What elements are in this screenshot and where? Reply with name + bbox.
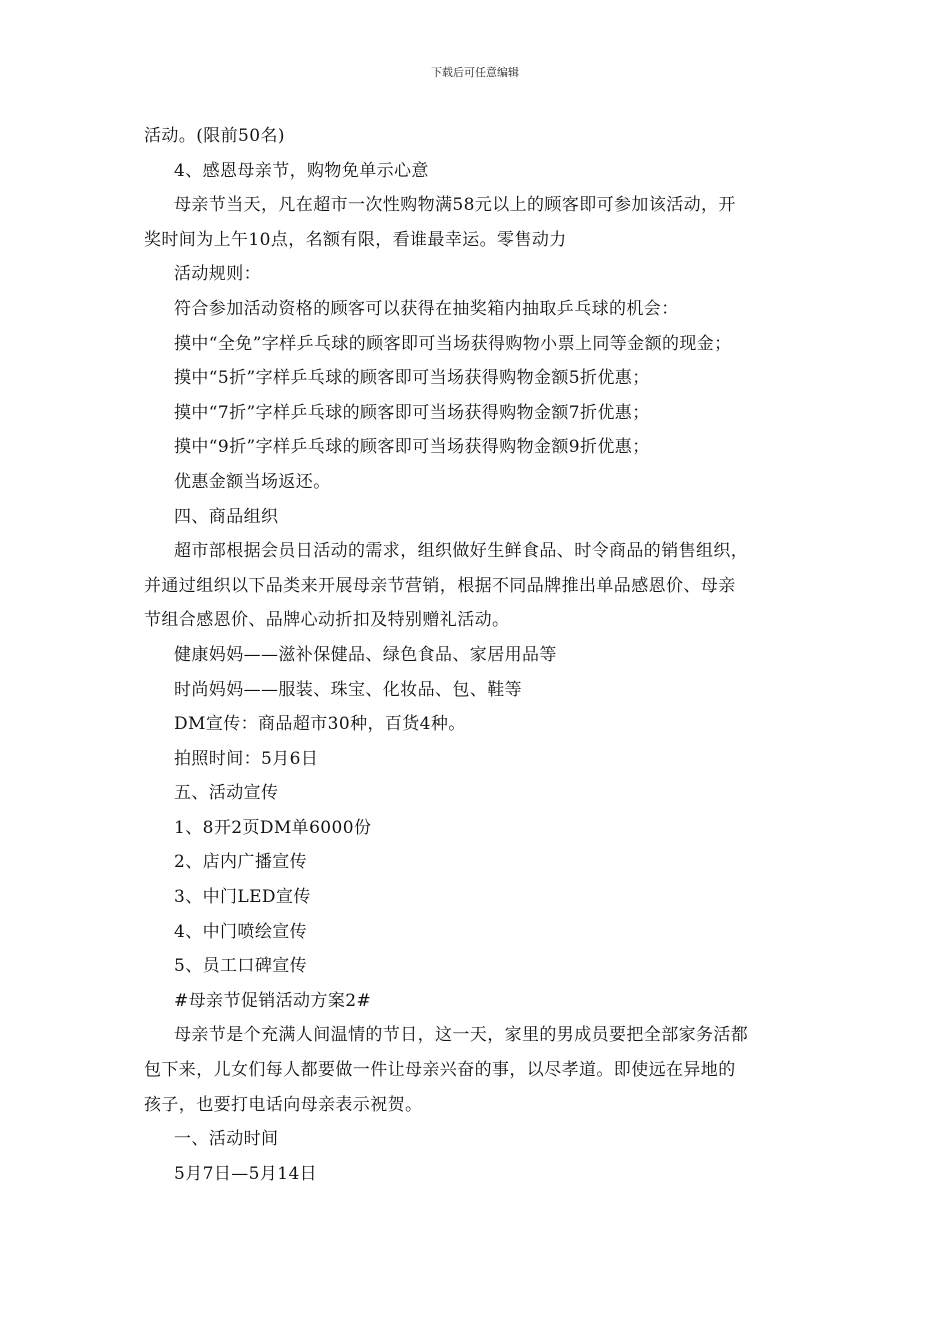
text-line: 符合参加活动资格的顾客可以获得在抽奖箱内抽取乒乓球的机会： bbox=[174, 298, 679, 319]
list-item: 3、中门LED宣传 bbox=[174, 887, 311, 908]
section-heading-5: 五、活动宣传 bbox=[174, 783, 279, 804]
rules-heading: 活动规则： bbox=[174, 264, 261, 285]
text-line: 摸中“全免”字样乒乓球的顾客即可当场获得购物小票上同等金额的现金； bbox=[174, 333, 732, 354]
text-line: 摸中“7折”字样乒乓球的顾客即可当场获得购物金额7折优惠； bbox=[174, 402, 650, 423]
text-line: 母亲节是个充满人间温情的节日，这一天，家里的男成员要把全部家务活都 bbox=[174, 1025, 749, 1046]
text-line: DM宣传：商品超市30种，百货4种。 bbox=[174, 714, 466, 735]
list-item: 5、员工口碑宣传 bbox=[174, 956, 308, 977]
text-line: 节组合感恩价、品牌心动折扣及特别赠礼活动。 bbox=[144, 610, 510, 631]
section-heading-4: 四、商品组织 bbox=[174, 506, 279, 527]
header-text: 下载后可任意编辑 bbox=[431, 66, 519, 79]
section-heading-1: 一、活动时间 bbox=[174, 1129, 279, 1150]
list-item: 4、中门喷绘宣传 bbox=[174, 921, 308, 942]
text-line: 活动。(限前50名) bbox=[144, 126, 285, 146]
text-line: 5月7日—5月14日 bbox=[174, 1163, 318, 1184]
text-line: 健康妈妈——滋补保健品、绿色食品、家居用品等 bbox=[174, 644, 557, 665]
list-item: 2、店内广播宣传 bbox=[174, 852, 308, 873]
text-line: 超市部根据会员日活动的需求，组织做好生鲜食品、时令商品的销售组织， bbox=[174, 541, 749, 562]
text-line: 摸中“5折”字样乒乓球的顾客即可当场获得购物金额5折优惠； bbox=[174, 368, 650, 389]
text-line: 孩子，也要打电话向母亲表示祝贺。 bbox=[144, 1094, 423, 1115]
text-line: 包下来，儿女们每人都要做一件让母亲兴奋的事，以尽孝道。即使远在异地的 bbox=[144, 1060, 736, 1081]
text-line: 摸中“9折”字样乒乓球的顾客即可当场获得购物金额9折优惠； bbox=[174, 437, 650, 458]
page-header bbox=[0, 66, 950, 80]
text-line: 拍照时间：5月6日 bbox=[174, 748, 319, 769]
list-item-4-heading: 4、感恩母亲节，购物免单示心意 bbox=[174, 160, 429, 181]
text-line: 时尚妈妈——服装、珠宝、化妆品、包、鞋等 bbox=[174, 679, 522, 700]
list-item: 1、8开2页DM单6000份 bbox=[174, 817, 372, 838]
text-line: 母亲节当天，凡在超市一次性购物满58元以上的顾客即可参加该活动，开 bbox=[174, 195, 736, 216]
plan-2-title: #母亲节促销活动方案2# bbox=[174, 990, 372, 1011]
text-line: 并通过组织以下品类来开展母亲节营销，根据不同品牌推出单品感恩价、母亲 bbox=[144, 575, 736, 596]
document-body bbox=[144, 119, 808, 1191]
text-line: 奖时间为上午10点，名额有限，看谁最幸运。零售动力 bbox=[144, 229, 567, 250]
text-line: 优惠金额当场返还。 bbox=[174, 471, 331, 492]
